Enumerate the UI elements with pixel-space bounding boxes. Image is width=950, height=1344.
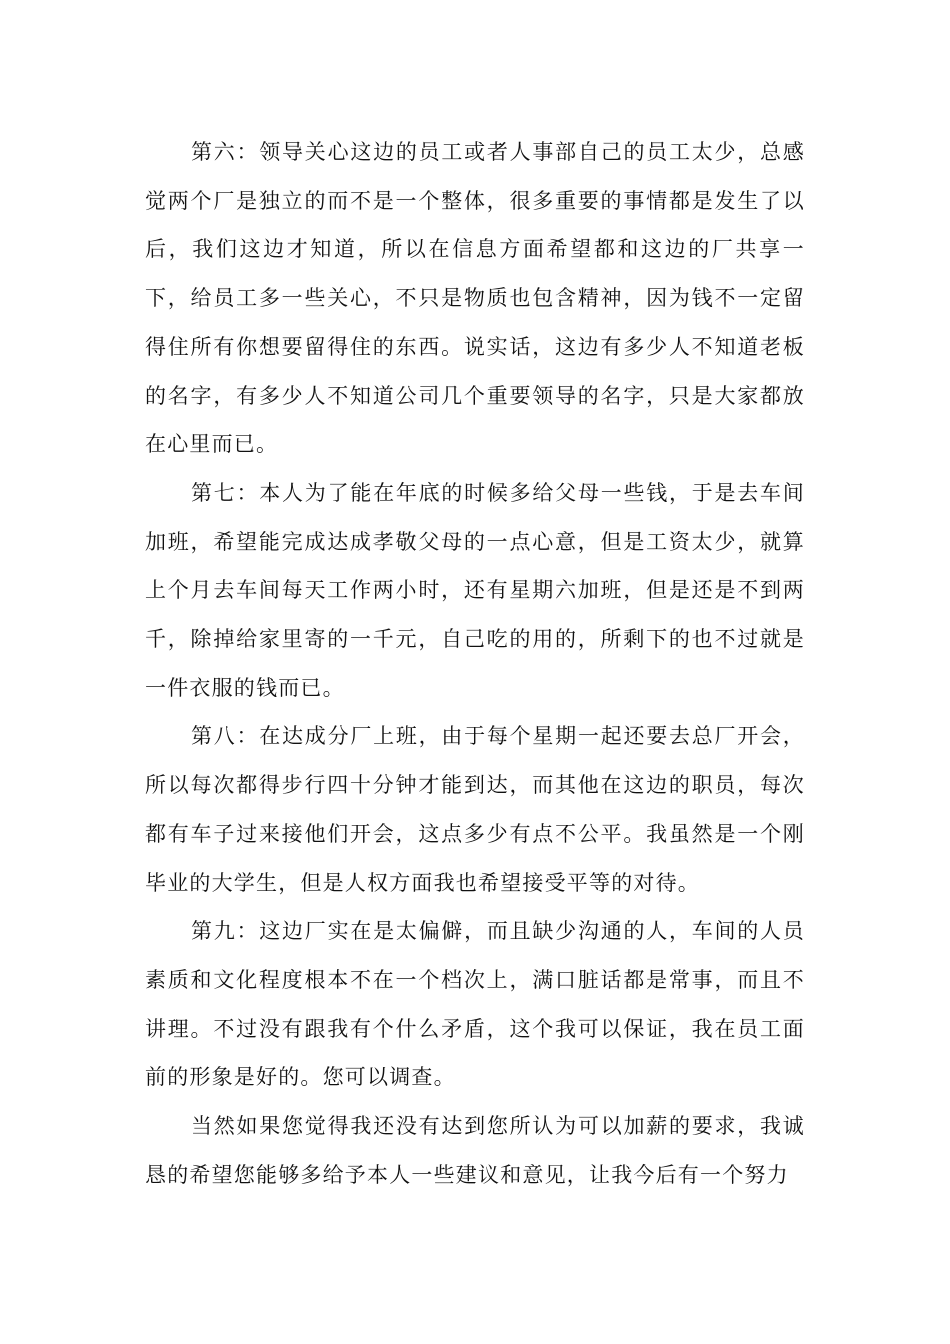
document-body xyxy=(145,128,805,1199)
paragraph-9: 第九：这边厂实在是太偏僻，而且缺少沟通的人，车间的人员素质和文化程度根本不在一个档次上，满口脏话都是常事，而且不讲理。不过没有跟我有个什么矛盾，这个我可以保证，我在员工面前的形象是好的。您可以调查。 xyxy=(145,919,805,1090)
paragraph-8: 第八：在达成分厂上班，由于每个星期一起还要去总厂开会，所以每次都得步行四十分钟才能到达，而其他在这边的职员，每次都有车子过来接他们开会，这点多少有点不公平。我虽然是一个刚毕业的大学生，但是人权方面我也希望接受平等的对待。 xyxy=(145,724,805,895)
paragraph-closing: 当然如果您觉得我还没有达到您所认为可以加薪的要求，我诚恳的希望您能够多给予本人一些建议和意见，让我今后有一个努力 xyxy=(145,1114,805,1187)
paragraph-7: 第七：本人为了能在年底的时候多给父母一些钱，于是去车间加班，希望能完成达成孝敬父母的一点心意，但是工资太少，就算上个月去车间每天工作两小时，还有星期六加班，但是还是不到两千，除掉给家里寄的一千元，自己吃的用的，所剩下的也不过就是一件衣服的钱而已。 xyxy=(145,480,805,700)
paragraph-6: 第六：领导关心这边的员工或者人事部自己的员工太少，总感觉两个厂是独立的而不是一个整体，很多重要的事情都是发生了以后，我们这边才知道，所以在信息方面希望都和这边的厂共享一下，给员工多一些关心，不只是物质也包含精神，因为钱不一定留得住所有你想要留得住的东西。说实话，这边有多少人不知道老板的名字，有多少人不知道公司几个重要领导的名字，只是大家都放在心里而已。 xyxy=(145,140,805,457)
